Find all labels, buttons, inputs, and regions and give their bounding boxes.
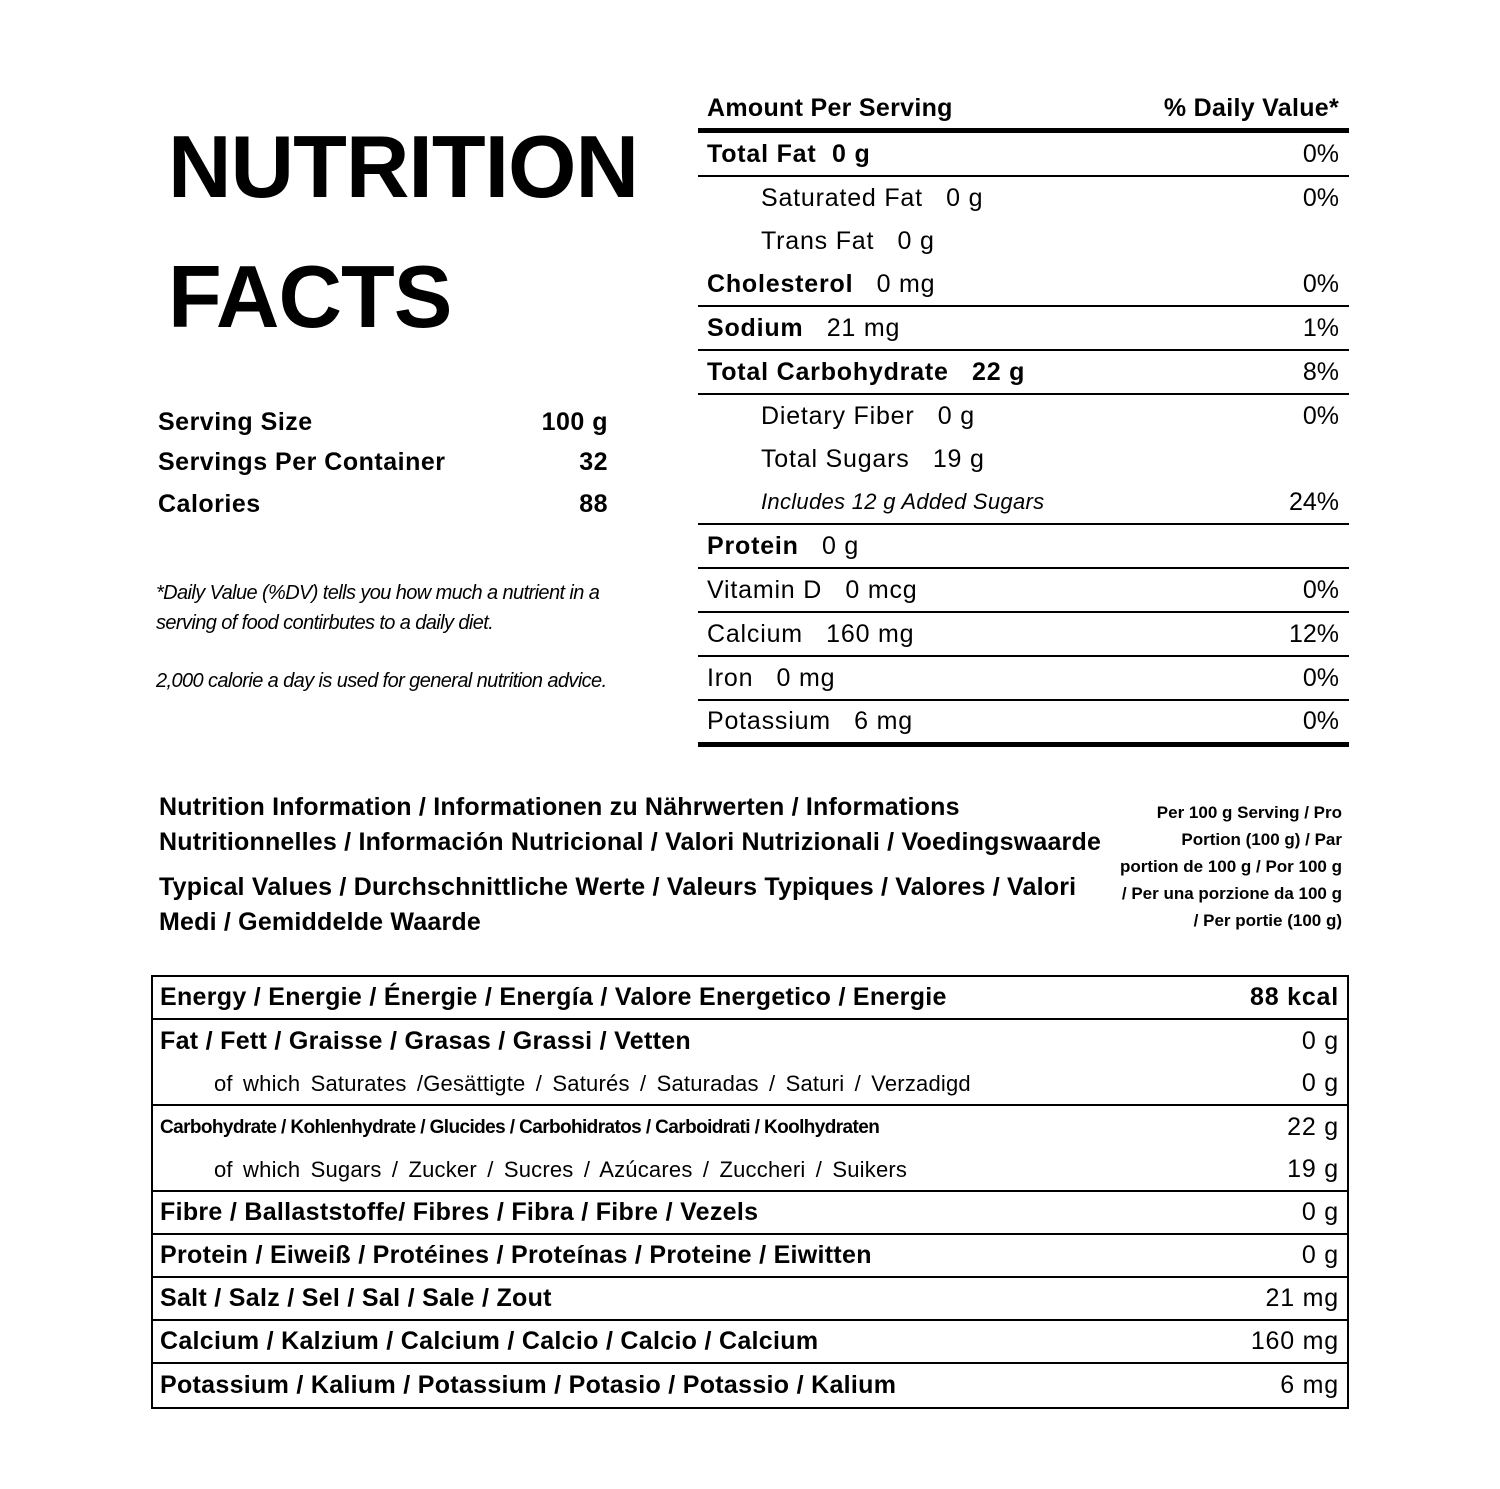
ml-section-rows-9-label: Potassium / Kalium / Potassium / Potasio / Potassio / Kalium: [160, 1371, 897, 1399]
us-table-rows-5-dv: 8%: [1302, 357, 1339, 386]
ml-section-rows-1-label: Fat / Fett / Graisse / Grasas / Grassi / Vetten: [160, 1027, 691, 1055]
table-row-salt: [153, 1278, 1347, 1321]
us-table-rows-4-name: Sodium: [707, 313, 804, 342]
daily-value-header: % Daily Value*: [1163, 93, 1339, 122]
us-table-rows-6-dv: 0%: [1302, 402, 1339, 430]
us-table-rows-6-name: Dietary Fiber: [761, 402, 915, 430]
us-table-rows-13-dv: 0%: [1302, 707, 1339, 735]
servings-per-container-row: [158, 442, 608, 482]
ml-section-rows-0-label: Energy / Energie / Énergie / Energía / Valore Energetico / Energie: [160, 983, 947, 1011]
nutrient-row-added-sugars: [698, 481, 1349, 525]
ml-section-rows-5-label: Fibre / Ballaststoffe/ Fibres / Fibra / Fibre / Vezels: [160, 1198, 759, 1226]
ml-section-rows-2-value: 0 g: [1301, 1069, 1339, 1097]
ml-section-rows-7-label: Salt / Salz / Sel / Sal / Sale / Zout: [160, 1284, 552, 1312]
ml-section-rows-6-label: Protein / Eiweiß / Protéines / Proteínas / Proteine / Eiwitten: [160, 1241, 872, 1269]
us-table-rows-1-dv: 0%: [1302, 184, 1339, 212]
nutrient-row-iron: [698, 657, 1349, 701]
us-table-rows-11-amount: 160 mg: [826, 619, 915, 648]
multilingual-heading: [159, 790, 1119, 940]
us-table-rows-13-name: Potassium: [707, 707, 831, 735]
us-table-rows-12-dv: 0%: [1302, 663, 1339, 692]
nutrient-row-total-carbohydrate: [698, 351, 1349, 395]
daily-value-footnote: *Daily Value (%DV) tells you how much a nutrient in a serving of food contirbutes to a daily diet.: [156, 582, 600, 634]
table-row-fibre: [153, 1192, 1347, 1235]
ml-section-rows-6-value: 0 g: [1301, 1241, 1339, 1269]
serving-info: [158, 402, 608, 526]
serving-size-value: 100 g: [541, 407, 608, 436]
us-table-rows-12-amount: 0 mg: [776, 663, 836, 692]
table-row-calcium: [153, 1321, 1347, 1364]
ml-section-rows-4-label: of which Sugars / Zucker / Sucres / Azúcares / Zuccheri / Suikers: [214, 1156, 908, 1182]
calories-label: Calories: [158, 489, 261, 518]
us-table-rows-10-amount: 0 mcg: [845, 575, 918, 604]
nutrient-row-trans-fat: [698, 220, 1349, 263]
row-label: [707, 358, 1025, 387]
row-label: [707, 707, 913, 736]
us-table-rows-7-amount: 19 g: [932, 445, 985, 473]
us-table-rows-2-name: Trans Fat: [761, 227, 875, 255]
us-table-rows-9-name: Protein: [707, 531, 799, 560]
us-table-rows-8-dv: 24%: [1288, 487, 1339, 516]
table-row-carbohydrate: [153, 1106, 1347, 1149]
nutrient-row-dietary-fiber: [698, 395, 1349, 438]
calories-row: [158, 482, 608, 526]
row-label: [707, 140, 871, 169]
nutrition-information-heading: Nutrition Information / Informationen zu Nährwerten / Informations Nutritionnelles / Información Nutricional / Valori Nutrizionali / Voedingswaarde: [159, 793, 1102, 856]
row-label: [707, 314, 900, 343]
us-table-rows-2-amount: 0 g: [897, 227, 935, 255]
ml-section-rows-3-label: Carbohydrate / Kohlenhydrate / Glucides / Carbohidratos / Carboidrati / Koolhydraten: [160, 1116, 880, 1138]
ml-section-rows-8-label: Calcium / Kalzium / Calcium / Calcio / Calcio / Calcium: [160, 1327, 819, 1355]
ml-section-rows-5-value: 0 g: [1301, 1198, 1339, 1226]
us-table-rows-12-name: Iron: [707, 663, 754, 692]
us-table-rows-11-dv: 12%: [1288, 619, 1339, 648]
us-table-rows-4-dv: 1%: [1302, 313, 1339, 342]
multilingual-nutrition-table: [151, 975, 1349, 1409]
row-label: [707, 532, 859, 561]
title-line-1: NUTRITION: [168, 117, 639, 216]
page-title: [168, 102, 638, 362]
nutrient-row-sodium: [698, 307, 1349, 351]
per-serving-heading: Per 100 g Serving / Pro Portion (100 g) / Par portion de 100 g / Por 100 g / Per una porzione da 100 g / Per portie (100 g): [1120, 803, 1342, 930]
ml-section-rows-2-label: of which Saturates /Gesättigte / Saturés / Saturadas / Saturi / Verzadigd: [214, 1070, 971, 1096]
row-label: [707, 270, 935, 299]
row-label: [707, 445, 985, 474]
table-row-potassium: [153, 1364, 1347, 1407]
us-table-rows-9-amount: 0 g: [821, 531, 860, 560]
us-table-rows-8-name: Includes 12 g Added Sugars: [761, 489, 1045, 514]
ml-section-rows-4-value: 19 g: [1287, 1155, 1339, 1183]
title-line-2: FACTS: [168, 247, 452, 346]
us-table-rows-5-amount: 22 g: [972, 357, 1026, 386]
ml-section-rows-7-value: 21 mg: [1265, 1284, 1339, 1312]
nutrient-row-vitamin-d: [698, 569, 1349, 613]
table-row-fat: [153, 1020, 1347, 1063]
serving-size-row: [158, 402, 608, 442]
us-table-header: [698, 88, 1349, 133]
row-label: [707, 664, 835, 693]
row-label: [707, 620, 914, 649]
us-table-rows-1-amount: 0 g: [946, 184, 984, 212]
table-row-energy: [153, 977, 1347, 1020]
us-table-rows-10-name: Vitamin D: [707, 575, 823, 604]
typical-values-heading: Typical Values / Durchschnittliche Werte / Valeurs Typiques / Valores / Valori Medi / Gemiddelde Waarde: [159, 873, 1077, 936]
table-row-protein: [153, 1235, 1347, 1278]
row-label: [707, 576, 917, 605]
calories-value: 88: [579, 489, 608, 518]
us-table-rows-0-name: Total Fat: [707, 139, 817, 168]
us-table-rows-11-name: Calcium: [707, 619, 803, 648]
nutrient-row-total-fat: [698, 133, 1349, 177]
us-table-rows-3-name: Cholesterol: [707, 269, 854, 298]
us-table-rows-0-amount: 0 g: [832, 139, 871, 168]
ml-section-rows-3-value: 22 g: [1287, 1113, 1339, 1141]
row-label: [707, 184, 983, 213]
us-table-rows-3-dv: 0%: [1302, 269, 1339, 298]
ml-section-rows-0-value: 88 kcal: [1249, 983, 1339, 1011]
calorie-footnote: 2,000 calorie a day is used for general nutrition advice.: [156, 670, 607, 692]
serving-size-label: Serving Size: [158, 407, 313, 436]
us-table-rows-3-amount: 0 mg: [876, 269, 936, 298]
table-row-saturates: [153, 1063, 1347, 1106]
nutrient-row-calcium: [698, 613, 1349, 657]
ml-section-rows-9-value: 6 mg: [1280, 1371, 1339, 1399]
nutrient-row-potassium: [698, 701, 1349, 747]
row-label: [707, 227, 935, 256]
nutrient-row-cholesterol: [698, 263, 1349, 307]
us-table-rows-0-dv: 0%: [1302, 139, 1339, 168]
us-table-rows-1-name: Saturated Fat: [761, 184, 923, 212]
table-row-sugars: [153, 1149, 1347, 1192]
us-nutrition-table: [698, 88, 1349, 747]
us-table-rows-4-amount: 21 mg: [826, 313, 901, 342]
us-table-rows-6-amount: 0 g: [937, 402, 975, 430]
nutrient-row-total-sugars: [698, 438, 1349, 481]
amount-per-serving-header: Amount Per Serving: [707, 93, 953, 122]
nutrient-row-saturated-fat: [698, 177, 1349, 220]
us-table-rows-13-amount: 6 mg: [854, 707, 913, 735]
servings-per-container-value: 32: [579, 447, 608, 476]
ml-section-rows-8-value: 160 mg: [1250, 1327, 1339, 1355]
us-table-rows-10-dv: 0%: [1302, 575, 1339, 604]
us-table-rows-5-name: Total Carbohydrate: [707, 357, 949, 386]
nutrient-row-protein: [698, 525, 1349, 569]
row-label: [707, 402, 975, 431]
us-table-rows-7-name: Total Sugars: [761, 445, 910, 473]
ml-section-rows-1-value: 0 g: [1301, 1027, 1339, 1055]
servings-per-container-label: Servings Per Container: [158, 447, 446, 476]
